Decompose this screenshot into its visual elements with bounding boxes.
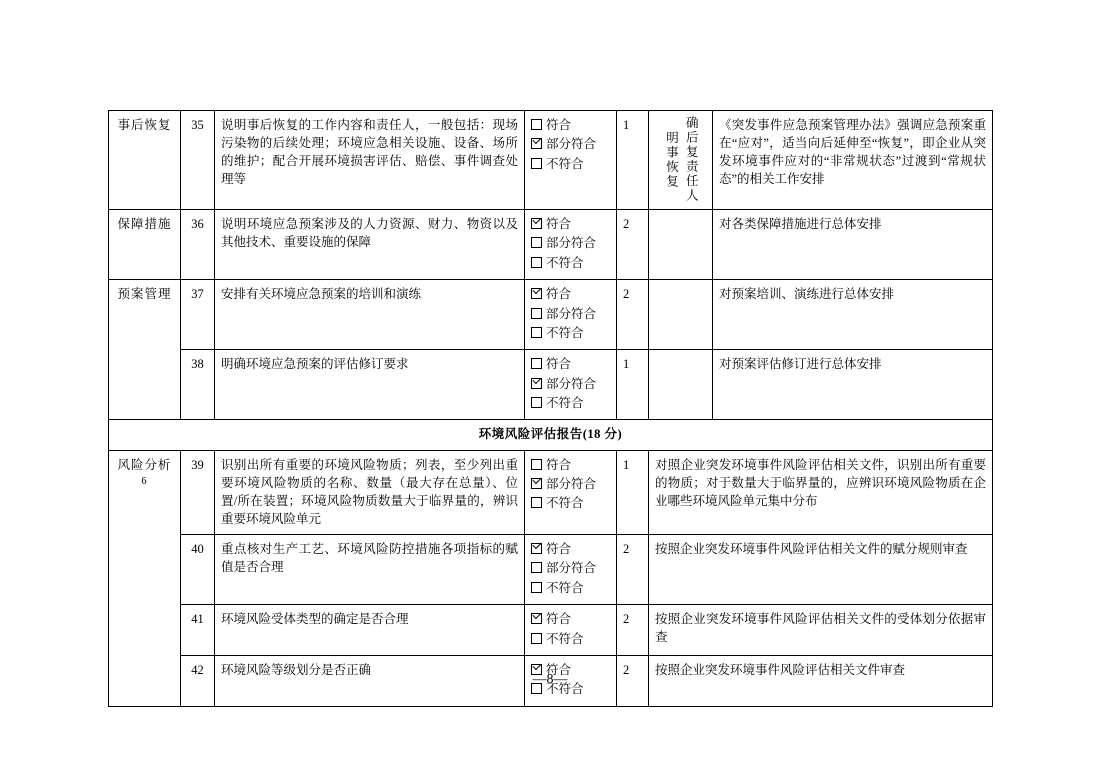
section-title: 环境风险评估报告(18 分) xyxy=(109,420,993,450)
row-remark: 《突发事件应急预案管理办法》强调应急预案重在“应对”，适当向后延伸至“恢复”，即企业从突发环境事件应对的“非常规状态”过渡到“常规状态”的相关工作安排 xyxy=(713,111,993,210)
row-number: 37 xyxy=(181,280,215,350)
checkbox-label: 部分符合 xyxy=(546,236,597,251)
checkbox-label: 部分符合 xyxy=(546,376,597,391)
checkbox-unchecked-icon[interactable] xyxy=(531,158,542,169)
checkbox-unchecked-icon[interactable] xyxy=(531,237,542,248)
row-responsible xyxy=(649,210,713,280)
table-row xyxy=(109,210,993,280)
row-score: 2 xyxy=(617,605,649,656)
row-remark: 按照企业突发环境事件风险评估相关文件的受体划分依据审查 xyxy=(649,605,993,656)
responsible-col-2: 确后复责任人 xyxy=(684,116,699,203)
row-description: 环境风险等级划分是否正确 xyxy=(215,655,525,706)
checkbox-label: 部分符合 xyxy=(546,476,597,491)
checkbox-label: 符合 xyxy=(546,612,572,627)
checkbox-label: 不符合 xyxy=(546,631,584,646)
row-description: 重点核对生产工艺、环境风险防控措施各项指标的赋值是否合理 xyxy=(215,535,525,605)
table-section-row xyxy=(109,420,993,450)
row-number: 38 xyxy=(181,350,215,420)
checkbox-label: 部分符合 xyxy=(546,306,597,321)
row-checkboxes xyxy=(525,450,617,535)
checkbox-option[interactable] xyxy=(531,630,610,649)
checkbox-label: 不符合 xyxy=(546,396,584,410)
row-description: 识别出所有重要的环境风险物质；列表，至少列出重要环境风险物质的名称、数量（最大存在总量）、位置/所在装置；环境风险物质数量大于临界量的，辨识重要环境风险单元 xyxy=(215,450,525,535)
checkbox-label: 不符合 xyxy=(546,325,584,340)
checkbox-label: 符合 xyxy=(546,542,572,556)
checkbox-checked-icon[interactable] xyxy=(531,478,542,489)
row-remark: 按照企业突发环境事件风险评估相关文件的赋分规则审查 xyxy=(649,535,993,605)
table-row xyxy=(109,605,993,656)
checkbox-option[interactable] xyxy=(531,375,610,394)
checkbox-label: 符合 xyxy=(546,357,572,372)
checkbox-label: 符合 xyxy=(546,662,572,677)
row-number: 36 xyxy=(181,210,215,280)
row-checkboxes xyxy=(525,280,617,350)
checkbox-label: 符合 xyxy=(546,118,572,132)
page-number: —8— xyxy=(532,672,568,687)
checkbox-label: 不符合 xyxy=(546,580,584,595)
row-category: 预案管理 xyxy=(109,280,181,420)
row-description: 安排有关环境应急预案的培训和演练 xyxy=(215,280,525,350)
row-checkboxes xyxy=(525,350,617,420)
checkbox-option[interactable] xyxy=(531,540,610,559)
table-row xyxy=(109,111,993,210)
row-remark: 对照企业突发环境事件风险评估相关文件，识别出所有重要的物质；对于数量大于临界量的，应辨识环境风险物质在企业哪些环境风险单元集中分布 xyxy=(649,450,993,535)
row-responsible xyxy=(649,111,713,210)
row-remark: 对各类保障措施进行总体安排 xyxy=(713,210,993,280)
checkbox-option[interactable] xyxy=(531,559,610,578)
row-category-label: 风险分析 xyxy=(117,457,172,472)
row-responsible xyxy=(649,280,713,350)
evaluation-table xyxy=(108,110,993,707)
table-row xyxy=(109,350,993,420)
checkbox-label: 部分符合 xyxy=(546,561,597,576)
row-score: 2 xyxy=(617,535,649,605)
checkbox-unchecked-icon[interactable] xyxy=(531,119,542,130)
row-number: 35 xyxy=(181,111,215,210)
row-number: 40 xyxy=(181,535,215,605)
row-category: 保障措施 xyxy=(109,210,181,280)
row-score: 2 xyxy=(617,280,649,350)
checkbox-option[interactable] xyxy=(531,135,610,154)
row-remark: 对预案培训、演练进行总体安排 xyxy=(713,280,993,350)
row-checkboxes xyxy=(525,210,617,280)
checkbox-option[interactable] xyxy=(531,394,610,413)
checkbox-checked-icon[interactable] xyxy=(531,218,542,229)
checkbox-checked-icon[interactable] xyxy=(531,543,542,554)
row-remark: 对预案评估修订进行总体安排 xyxy=(713,350,993,420)
checkbox-label: 部分符合 xyxy=(546,137,597,152)
row-responsible xyxy=(649,350,713,420)
row-description: 明确环境应急预案的评估修订要求 xyxy=(215,350,525,420)
row-description: 说明事后恢复的工作内容和责任人，一般包括：现场污染物的后续处理；环境应急相关设施、设备、场所的维护；配合开展环境损害评估、赔偿、事件调查处理等 xyxy=(215,111,525,210)
checkbox-unchecked-icon[interactable] xyxy=(531,633,542,644)
row-category xyxy=(109,450,181,706)
checkbox-unchecked-icon[interactable] xyxy=(531,358,542,369)
checkbox-label: 不符合 xyxy=(546,156,584,171)
row-category: 事后恢复 xyxy=(109,111,181,210)
checkbox-label: 不符合 xyxy=(546,682,584,697)
table-row xyxy=(109,450,993,535)
row-checkboxes xyxy=(525,535,617,605)
row-number: 39 xyxy=(181,450,215,535)
checkbox-option[interactable] xyxy=(531,610,610,629)
checkbox-unchecked-icon[interactable] xyxy=(531,257,542,268)
checkbox-label: 符合 xyxy=(546,217,572,231)
checkbox-unchecked-icon[interactable] xyxy=(531,497,542,508)
checkbox-unchecked-icon[interactable] xyxy=(531,397,542,408)
row-description: 说明环境应急预案涉及的人力资源、财力、物资以及其他技术、重要设施的保障 xyxy=(215,210,525,280)
responsible-col-1: 明事恢复 xyxy=(664,130,679,189)
checkbox-unchecked-icon[interactable] xyxy=(531,459,542,470)
checkbox-option[interactable] xyxy=(531,579,610,598)
checkbox-checked-icon[interactable] xyxy=(531,613,542,624)
checkbox-option[interactable] xyxy=(531,234,610,253)
checkbox-option[interactable] xyxy=(531,215,610,234)
row-description: 环境风险受体类型的确定是否合理 xyxy=(215,605,525,656)
checkbox-unchecked-icon[interactable] xyxy=(531,327,542,338)
row-score: 1 xyxy=(617,450,649,535)
checkbox-option[interactable] xyxy=(531,355,610,374)
row-score: 1 xyxy=(617,111,649,210)
table-row xyxy=(109,280,993,350)
checkbox-option[interactable] xyxy=(531,305,610,324)
checkbox-checked-icon[interactable] xyxy=(531,378,542,389)
checkbox-option[interactable] xyxy=(531,494,610,513)
checkbox-option[interactable] xyxy=(531,116,610,135)
checkbox-option[interactable] xyxy=(531,155,610,174)
checkbox-checked-icon[interactable] xyxy=(531,288,542,299)
row-score: 2 xyxy=(617,655,649,706)
row-score: 2 xyxy=(617,210,649,280)
checkbox-label: 符合 xyxy=(546,287,572,302)
checkbox-unchecked-icon[interactable] xyxy=(531,582,542,593)
row-category-footnote: 6 xyxy=(141,475,148,487)
checkbox-checked-icon[interactable] xyxy=(531,138,542,149)
checkbox-unchecked-icon[interactable] xyxy=(531,562,542,573)
checkbox-label: 不符合 xyxy=(546,255,584,270)
checkbox-unchecked-icon[interactable] xyxy=(531,308,542,319)
checkbox-label: 不符合 xyxy=(546,496,584,511)
checkbox-option[interactable] xyxy=(531,285,610,304)
row-checkboxes xyxy=(525,111,617,210)
checkbox-option[interactable] xyxy=(531,475,610,494)
row-score: 1 xyxy=(617,350,649,420)
row-remark: 按照企业突发环境事件风险评估相关文件审查 xyxy=(649,655,993,706)
checkbox-option[interactable] xyxy=(531,324,610,343)
checkbox-label: 符合 xyxy=(546,457,572,472)
checkbox-option[interactable] xyxy=(531,254,610,273)
table-row xyxy=(109,535,993,605)
checkbox-option[interactable] xyxy=(531,456,610,475)
row-checkboxes xyxy=(525,605,617,656)
row-number: 41 xyxy=(181,605,215,656)
row-number: 42 xyxy=(181,655,215,706)
